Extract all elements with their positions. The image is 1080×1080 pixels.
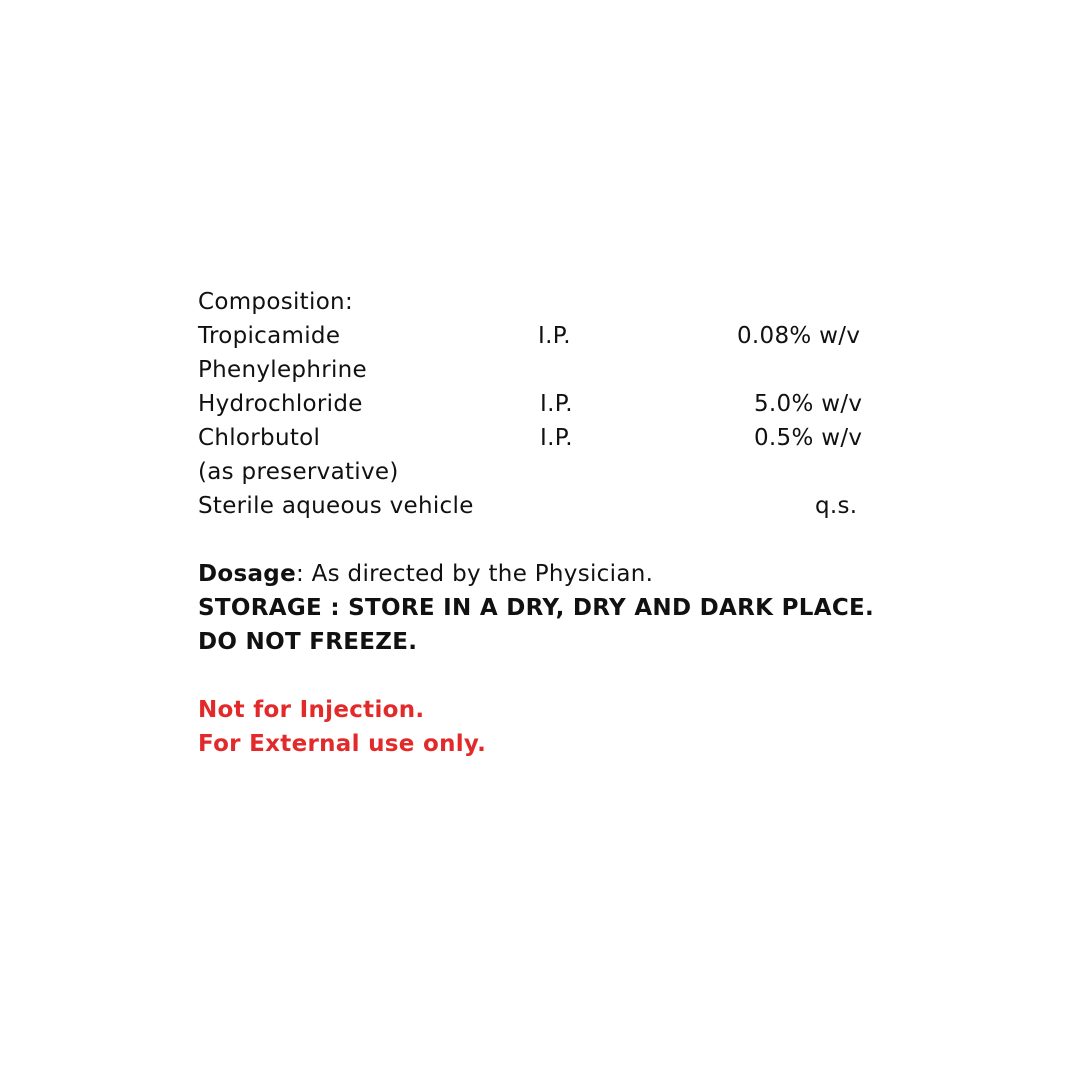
ingredient-note: (as preservative) xyxy=(198,459,399,485)
composition-row xyxy=(198,319,878,353)
dosage-line xyxy=(198,557,878,591)
storage-text-1: STORAGE : STORE IN A DRY, DRY AND DARK PLACE. xyxy=(198,595,875,621)
composition-heading xyxy=(198,285,878,319)
label-text-block xyxy=(198,285,878,761)
dosage-label: Dosage xyxy=(198,561,296,587)
composition-row xyxy=(198,455,878,489)
ingredient-amount: 0.5% w/v xyxy=(754,425,863,451)
ingredient-standard: I.P. xyxy=(540,425,573,451)
ingredient-name: Sterile aqueous vehicle xyxy=(198,493,474,519)
ingredient-name: Phenylephrine xyxy=(198,357,367,383)
ingredient-standard: I.P. xyxy=(540,391,573,417)
composition-row xyxy=(198,387,878,421)
composition-row xyxy=(198,421,878,455)
dosage-text: : As directed by the Physician. xyxy=(295,561,654,587)
composition-row xyxy=(198,489,878,523)
spacer xyxy=(198,659,878,693)
warning-not-for-injection: Not for Injection. xyxy=(198,697,425,723)
storage-line-2 xyxy=(198,625,878,659)
ingredient-amount: 0.08% w/v xyxy=(737,323,861,349)
ingredient-name: Tropicamide xyxy=(198,323,341,349)
ingredient-amount: 5.0% w/v xyxy=(754,391,863,417)
ingredient-name: Hydrochloride xyxy=(198,391,363,417)
ingredient-standard: I.P. xyxy=(538,323,571,349)
composition-row xyxy=(198,353,878,387)
storage-line-1 xyxy=(198,591,878,625)
storage-text-2: DO NOT FREEZE. xyxy=(198,629,418,655)
warning-line-2 xyxy=(198,727,878,761)
warning-line-1 xyxy=(198,693,878,727)
ingredient-name: Chlorbutol xyxy=(198,425,321,451)
composition-heading-text: Composition: xyxy=(198,289,353,315)
warning-external-use: For External use only. xyxy=(198,731,487,757)
spacer xyxy=(198,523,878,557)
ingredient-amount: q.s. xyxy=(815,493,858,519)
